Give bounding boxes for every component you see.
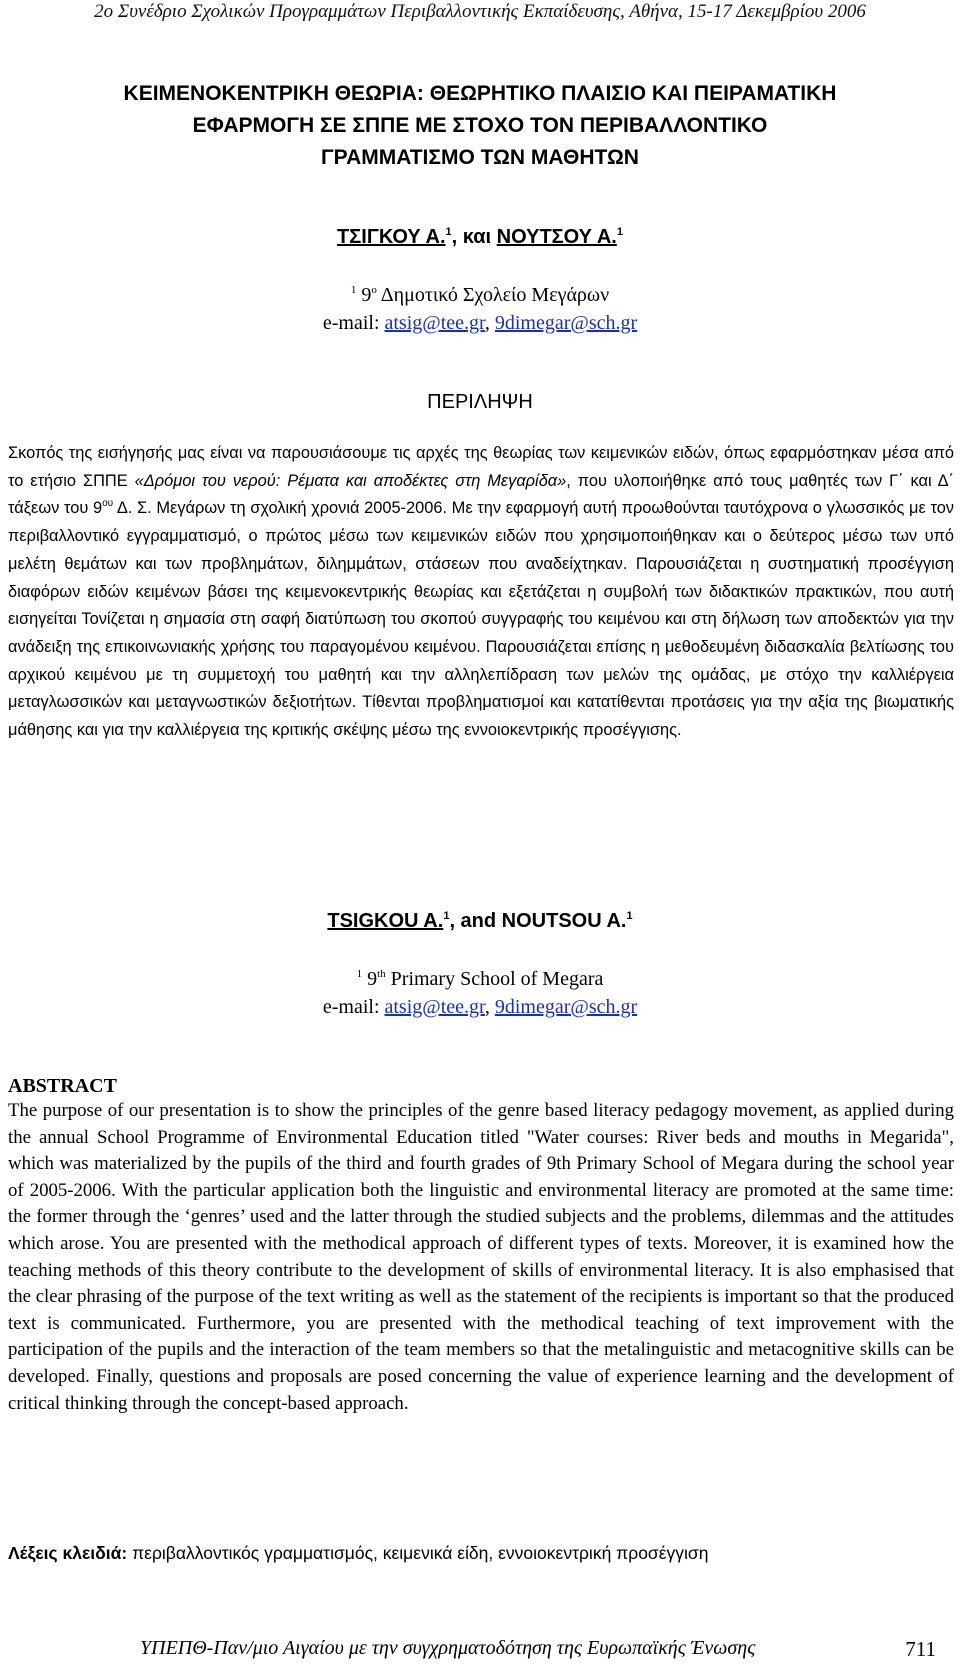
author-2: ΝΟΥΤΣΟΥ Α. — [496, 226, 617, 248]
authors-english — [0, 910, 960, 933]
title-line-2: ΕΦΑΡΜΟΓΗ ΣΕ ΣΠΠΕ ΜΕ ΣΤΟΧΟ ΤΟΝ ΠΕΡΙΒΑΛΛΟΝΤΙΚΟ — [192, 114, 768, 137]
email-link-2-en[interactable]: 9dimegar@sch.gr — [494, 996, 638, 1018]
affiliation-english — [0, 960, 960, 1021]
email-separator: , — [484, 312, 495, 334]
author-2-en: NOUTSOU A. — [501, 910, 627, 932]
keywords — [8, 1543, 954, 1564]
school-name: Δημοτικό Σχολείο Μεγάρων — [376, 284, 610, 306]
school-ordinal-suffix: ο — [371, 284, 377, 296]
affiliation-greek — [0, 276, 960, 337]
keywords-list: περιβαλλοντικός γραμματισμός, κειμενικά είδη, εννοιοκεντρική προσέγγιση — [127, 1543, 709, 1563]
email-label: e-mail: — [322, 312, 385, 334]
email-label-en: e-mail: — [322, 996, 385, 1018]
abstract-greek — [8, 440, 954, 745]
authors-greek — [0, 226, 960, 249]
footer-funding: ΥΠΕΠΘ-Παν/μιο Αιγαίου με την συγχρηματοδότηση της Ευρωπαϊκής Ένωσης — [140, 1637, 756, 1659]
author-1-en-affil-mark: 1 — [443, 910, 450, 922]
abstract-heading-greek: ΠΕΡΙΛΗΨΗ — [427, 391, 533, 413]
author-2-affil-mark: 1 — [616, 226, 623, 238]
authors-joiner: , και — [451, 226, 497, 248]
programme-title: «Δρόμοι του νερού: Ρέματα και αποδέκτες στη Μεγαρίδα» — [134, 471, 567, 490]
author-1-en: TSIGKOU A. — [327, 910, 444, 932]
school-name-en: Primary School of Megara — [385, 968, 604, 990]
authors-en-joiner: , and — [449, 910, 502, 932]
title-line-3: ΓΡΑΜΜΑΤΙΣΜΟ ΤΩΝ ΜΑΘΗΤΩΝ — [321, 146, 639, 169]
abstract-gr-start: Σκοπός της εισήγησής μας είναι να παρουσιάσουμε τις αρχές της θεωρίας των κειμενικών ειδών, όπως εφαρμόστηκαν μέσα από το ετήσιο ΣΠΠΕ — [8, 444, 954, 490]
keywords-label: Λέξεις κλειδιά: — [8, 1543, 128, 1563]
running-header: 2ο Συνέδριο Σχολικών Προγραμμάτων Περιβαλλοντικής Εκπαίδευσης, Αθήνα, 15-17 Δεκεμβρίου 2006 — [94, 1, 866, 22]
abstract-gr-mid: , που υλοποιήθηκε από τους μαθητές των Γ΄ και Δ΄ τάξεων του 9 — [8, 471, 954, 518]
school-ordinal: 9 — [361, 284, 372, 306]
abstract-heading-english: ABSTRACT — [8, 1075, 117, 1097]
school-ordinal-en: 9 — [367, 968, 378, 990]
author-1: ΤΣΙΓΚΟΥ Α. — [337, 226, 446, 248]
email-separator-en: , — [484, 996, 495, 1018]
email-link-1-en[interactable]: atsig@tee.gr — [384, 996, 485, 1018]
title-line-1: ΚΕΙΜΕΝΟΚΕΝΤΡΙΚΗ ΘΕΩΡΙΑ: ΘΕΩΡΗΤΙΚΟ ΠΛΑΙΣΙΟ ΚΑΙ ΠΕΙΡΑΜΑΤΙΚΗ — [123, 82, 837, 105]
paper-title-greek — [0, 78, 960, 174]
school-ordinal-suffix-en: th — [377, 968, 386, 980]
affiliation-emails — [0, 309, 960, 337]
page-number: 711 — [905, 1637, 936, 1661]
abstract-gr-end: Δ. Σ. Μεγάρων τη σχολική χρονιά 2005-2006. Με την εφαρμογή αυτή προωθούνται ταυτόχρονα ο γλωσσικός με τον περιβαλλοντικό εγγραμματισμό, ο πρώτος μέσω των κειμενικών ειδών που χρησιμοποιήθηκαν και ο δεύτερος μέσω των υπό μελέτη θεμάτων και των προβλημάτων, διλημμάτων, στάσεων που αναδείχτηκαν. Παρουσιάζεται η συστηματική προσέγγιση διαφόρων ειδών κειμένων βάσει της κειμενοκεντρικής θεωρίας και εξετάζεται η συμβολή των διδακτικών πρακτικών, που αυτή εισηγείται Τονίζεται η σημασία στη σαφή διατύπωση του σκοπού συγγραφής του κειμένου και στη δήλωση των αποδεκτών για την ανάδειξη της επικοινωνιακής χρήσης του παραγομένου κειμένου. Παρουσιάζεται επίσης η μεθοδευμένη διδασκαλία βελτίωσης του αρχικού κειμένου με τη συμμετοχή του μαθητή και την αλληλεπίδραση των μελών της ομάδας, με στόχο την καλλιέργεια μεταγλωσσικών και μεταγνωστικών δεξιοτήτων. Τίθενται προβληματισμοί και κατατίθενται προτάσεις για την αξία της βιωματικής μάθησης και για την καλλιέργεια της κριτικής σκέψης μέσω της εννοιοκεντρικής προσέγγισης. — [8, 499, 955, 740]
author-2-en-affil-mark: 1 — [626, 910, 633, 922]
affiliation-school — [0, 276, 960, 309]
email-link-2[interactable]: 9dimegar@sch.gr — [494, 312, 638, 334]
abstract-english: The purpose of our presentation is to show the principles of the genre based literacy pedagogy movement, as applied during the annual School Programme of Environmental Education titled "Water courses: River beds and mouths in Megarida", which was materialized by the pupils of the third and fourth grades of 9th Primary School of Megara during the school year of 2005-2006. With the particular application both the linguistic and environmental literacy are promoted at the same time: the former through the ‘genres’ used and the latter through the studied subjects and the problems, dilemmas and the attitudes which arose. You are presented with the methodical approach of different types of texts. Moreover, it is examined how the teaching methods of this theory contribute to the development of skills of environmental literacy. It is also emphasised that the clear phrasing of the purpose of the text writing as well as the statement of the recipients is important so that the produced text is communicated. Furthermore, you are presented with the methodical teaching of text improvement with the participation of the pupils and the interaction of the team members so that the metalinguistic and metacognitive skills can be developed. Finally, questions and proposals are posed concerning the value of experience learning and the development of critical thinking through the concept-based approach. — [8, 1100, 954, 1414]
email-link-1[interactable]: atsig@tee.gr — [384, 312, 485, 334]
affil-mark: 1 — [350, 284, 357, 296]
affiliation-emails-en — [0, 993, 960, 1021]
author-1-affil-mark: 1 — [445, 226, 452, 238]
affiliation-school-en — [0, 960, 960, 993]
ordinal-suffix: ου — [102, 498, 114, 510]
affil-mark-en: 1 — [356, 968, 363, 980]
